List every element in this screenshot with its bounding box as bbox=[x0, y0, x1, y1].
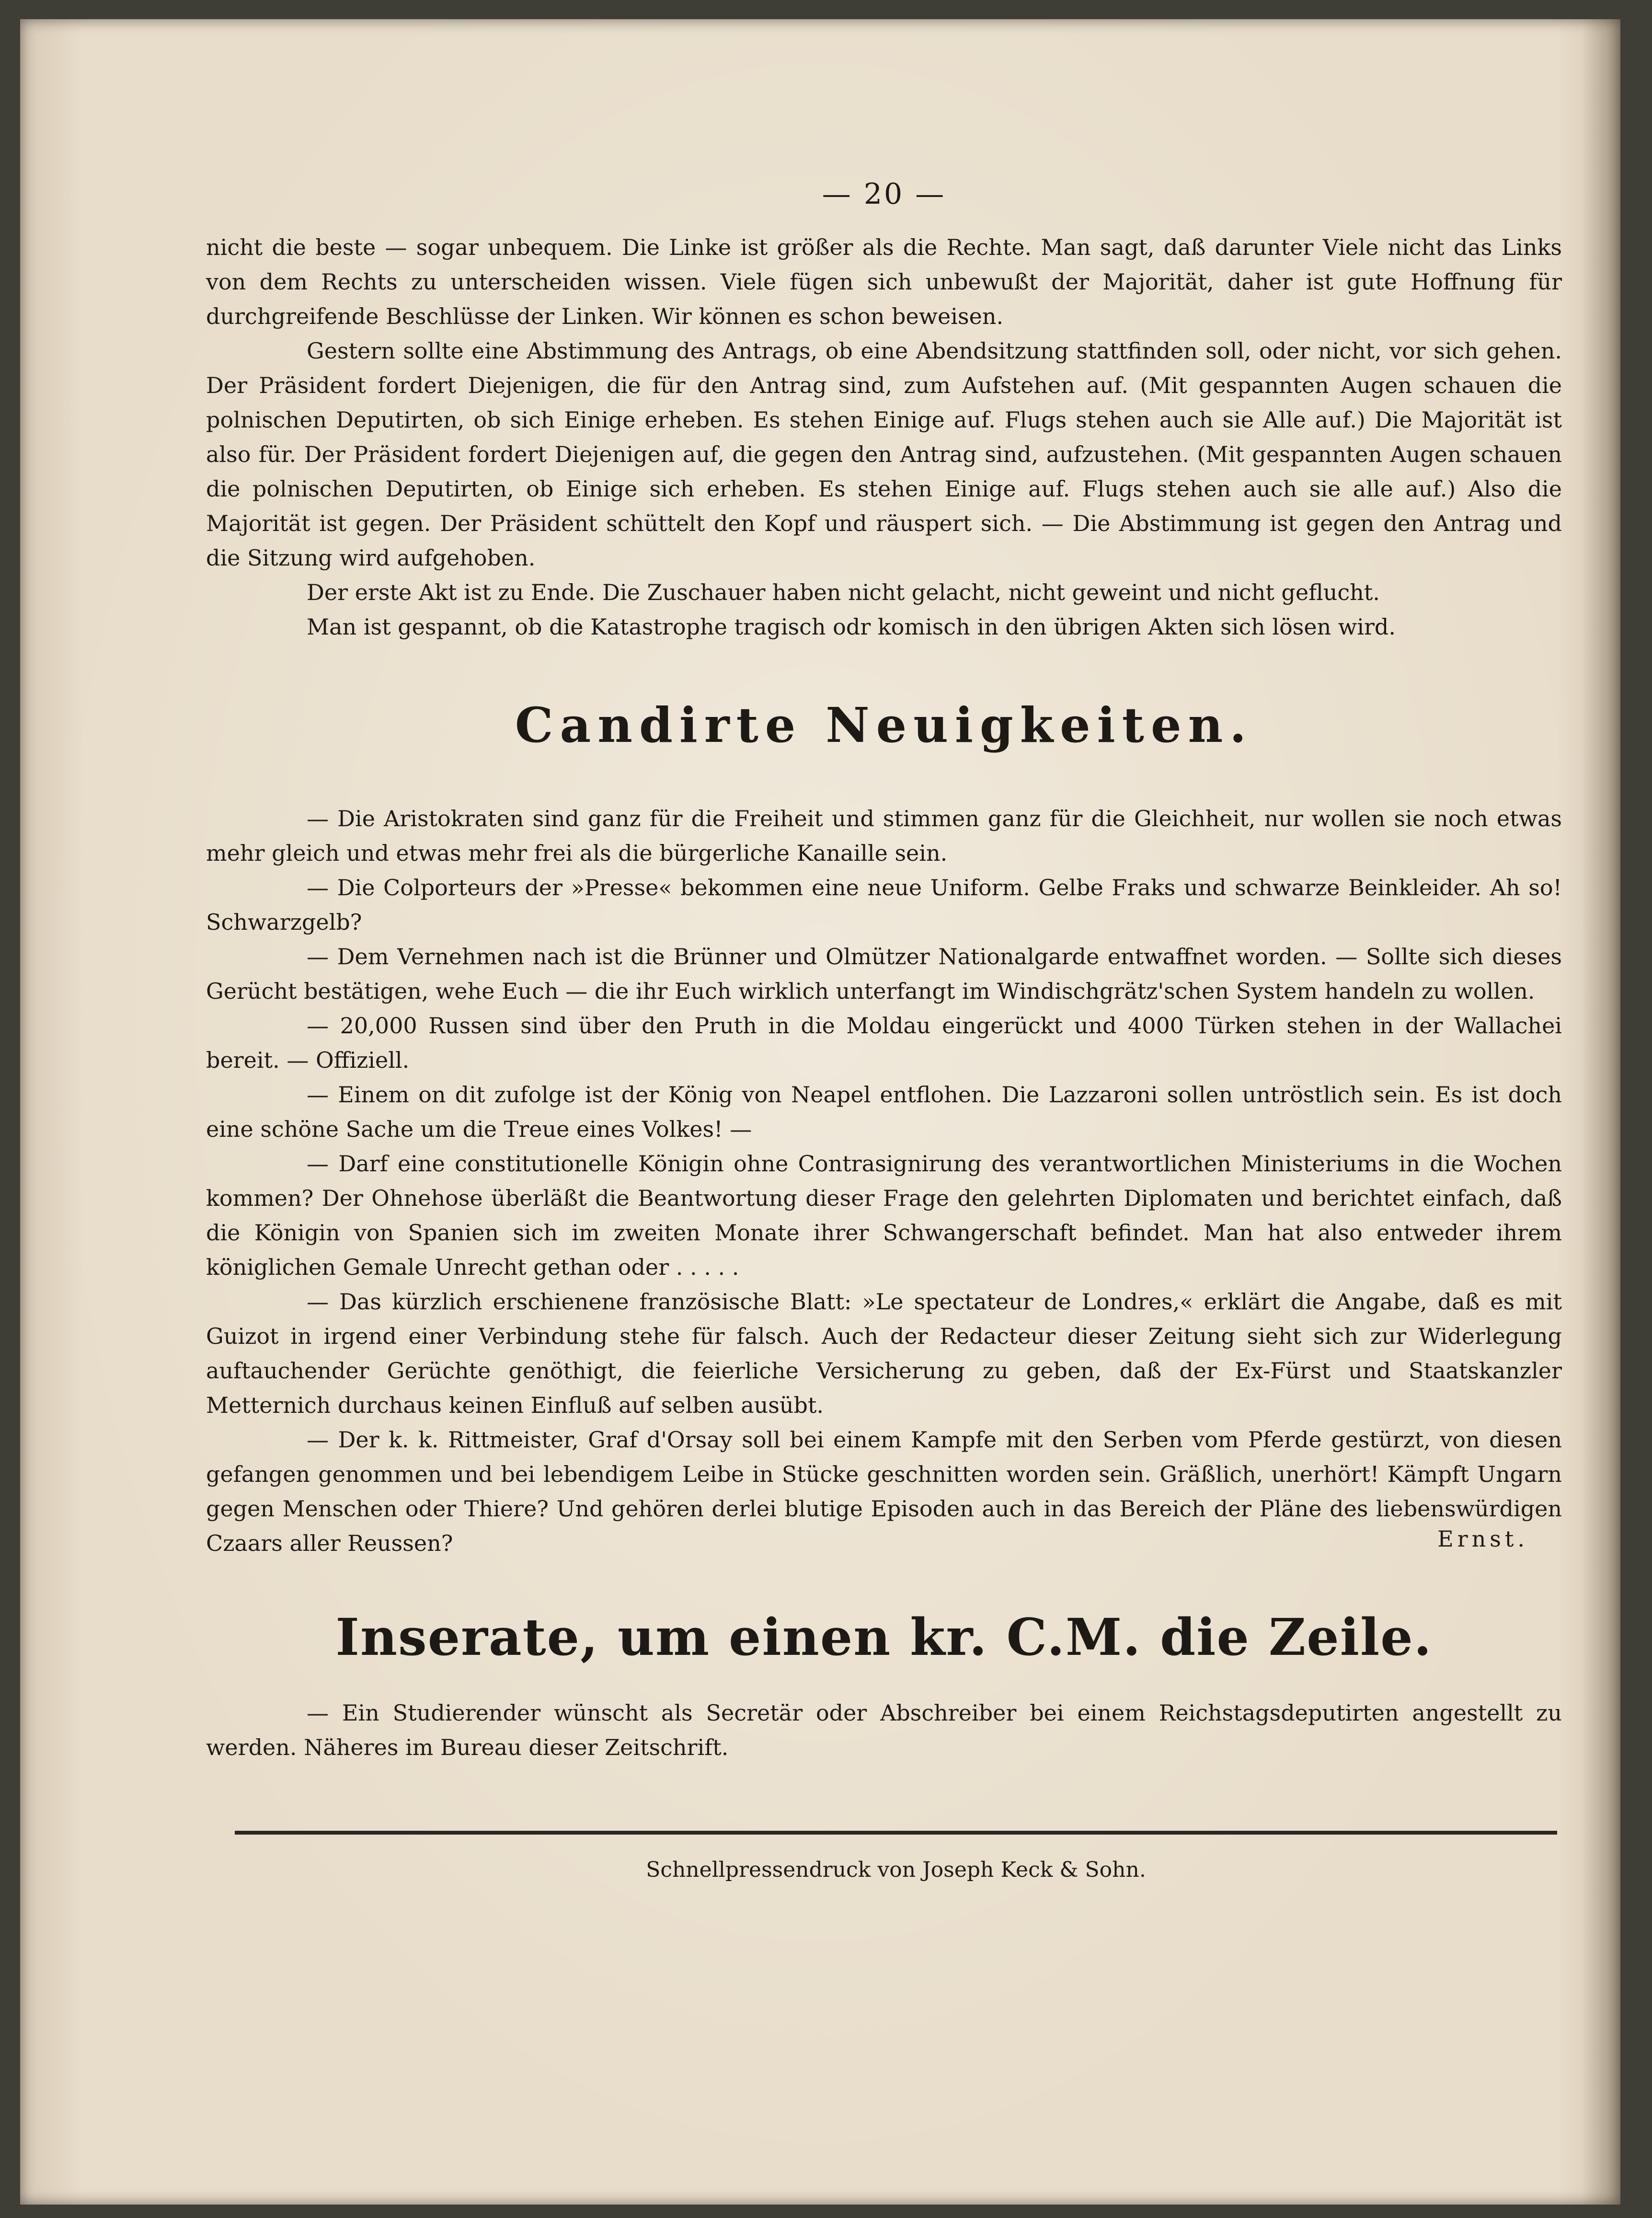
printer-imprint: Schnellpressendruck von Joseph Keck & Sohn. bbox=[646, 1858, 1146, 1882]
intro-paragraph: Man ist gespannt, ob die Katastrophe tragisch odr komisch in den übrigen Akten sich lösen wird. bbox=[307, 614, 1396, 640]
advertisement: — Ein Studierender wünscht als Secretär oder Abschreiber bei einem Reichstagsdeputirten angestellt zu werden. Näheres im Bureau dieser Zeitschrift. bbox=[206, 1700, 1562, 1760]
section-heading-neuigkeiten: Candirte Neuigkeiten. bbox=[515, 697, 1253, 753]
news-item: — Dem Vernehmen nach ist die Brünner und Olmützer Nationalgarde entwaffnet worden. — Sollte sich dieses Gerücht bestätigen, wehe Euch — die ihr Euch wirklich unterfangt im Windischgrätz'schen System handeln zu wollen. bbox=[206, 944, 1562, 1004]
news-item: — Einem on dit zufolge ist der König von Neapel entflohen. Die Lazzaroni sollen untröstlich sein. Es ist doch eine schöne Sache um die Treue eines Volkes! — bbox=[206, 1082, 1562, 1142]
page-edge-shadow bbox=[1582, 19, 1620, 2205]
news-item: — Die Colporteurs der »Presse« bekommen eine neue Uniform. Gelbe Fraks und schwarze Beinkleider. Ah so! Schwarzgelb? bbox=[206, 875, 1562, 935]
intro-paragraph: nicht die beste — sogar unbequem. Die Linke ist größer als die Rechte. Man sagt, daß darunter Viele nicht das Links von dem Rechts zu unterscheiden wissen. Viele fügen sich unbewußt der Majorität, daher ist gute Hoffnung für durchgreifende Beschlüsse der Linken. Wir können es schon beweisen. bbox=[206, 234, 1562, 329]
footer-rule bbox=[235, 1831, 1557, 1835]
intro-paragraph: Gestern sollte eine Abstimmung des Antrags, ob eine Abendsitzung stattfinden soll, oder nicht, vor sich gehen. Der Präsident fordert Diejenigen, die für den Antrag sind, zum Aufstehen auf. (Mit gespannten Augen schauen die polnischen Deputirten, ob sich Einige erheben. Es stehen Einige auf. Flugs stehen auch sie Alle auf.) Die Majorität ist also für. Der Präsident fordert Diejenigen auf, die gegen den Antrag sind, aufzustehen. (Mit gespannten Augen schauen die polnischen Deputirten, ob Einige sich erheben. Es stehen Einige auf. Flugs stehen auch sie alle auf.) Also die Majorität ist gegen. Der Präsident schüttelt den Kopf und räuspert sich. — Die Abstimmung ist gegen den Antrag und die Sitzung wird aufgehoben. bbox=[206, 338, 1562, 571]
signature-text: Ernst. bbox=[1437, 1526, 1528, 1552]
page-content bbox=[206, 177, 1562, 1765]
news-item: — 20,000 Russen sind über den Pruth in die Moldau eingerückt und 4000 Türken stehen in der Wallachei bereit. — Offiziell. bbox=[206, 1013, 1562, 1073]
intro-paragraph: Der erste Akt ist zu Ende. Die Zuschauer haben nicht gelacht, nicht geweint und nicht geflucht. bbox=[307, 579, 1380, 605]
news-item: — Die Aristokraten sind ganz für die Freiheit und stimmen ganz für die Gleichheit, nur wollen sie noch etwas mehr gleich und etwas mehr frei als die bürgerliche Kanaille sein. bbox=[206, 806, 1562, 866]
news-item: — Der k. k. Rittmeister, Graf d'Orsay soll bei einem Kampfe mit den Serben vom Pferde gestürzt, von diesen gefangen genommen und bei lebendigem Leibe in Stücke geschnitten worden sein. Gräßlich, unerhört! Kämpft Ungarn gegen Menschen oder Thiere? Und gehören derlei blutige Episoden auch in das Bereich der Pläne des liebenswürdigen Czaars aller Reussen? bbox=[206, 1427, 1562, 1556]
section-heading-inserate: Inserate, um einen kr. C.M. die Zeile. bbox=[335, 1607, 1433, 1667]
news-item: — Das kürzlich erschienene französische Blatt: »Le spectateur de Londres,« erklärt die Angabe, daß es mit Guizot in irgend einer Verbindung stehe für falsch. Auch der Redacteur dieser Zeitung sieht sich zur Widerlegung auftauchender Gerüchte genöthigt, die feierliche Versicherung zu geben, daß der Ex-Fürst und Staatskanzler Metternich durchaus keinen Einfluß auf selben ausübt. bbox=[206, 1289, 1562, 1418]
page-number: — 20 — bbox=[822, 177, 946, 211]
news-item: — Darf eine constitutionelle Königin ohne Contrasignirung des verantwortlichen Ministeriums in die Wochen kommen? Der Ohnehose überläßt die Beantwortung dieser Frage den gelehrten Diplomaten und berichtet einfach, daß die Königin von Spanien sich im zweiten Monate ihrer Schwangerschaft befindet. Man hat also entweder ihrem königlichen Gemale Unrecht gethan oder . . . . . bbox=[206, 1151, 1562, 1280]
